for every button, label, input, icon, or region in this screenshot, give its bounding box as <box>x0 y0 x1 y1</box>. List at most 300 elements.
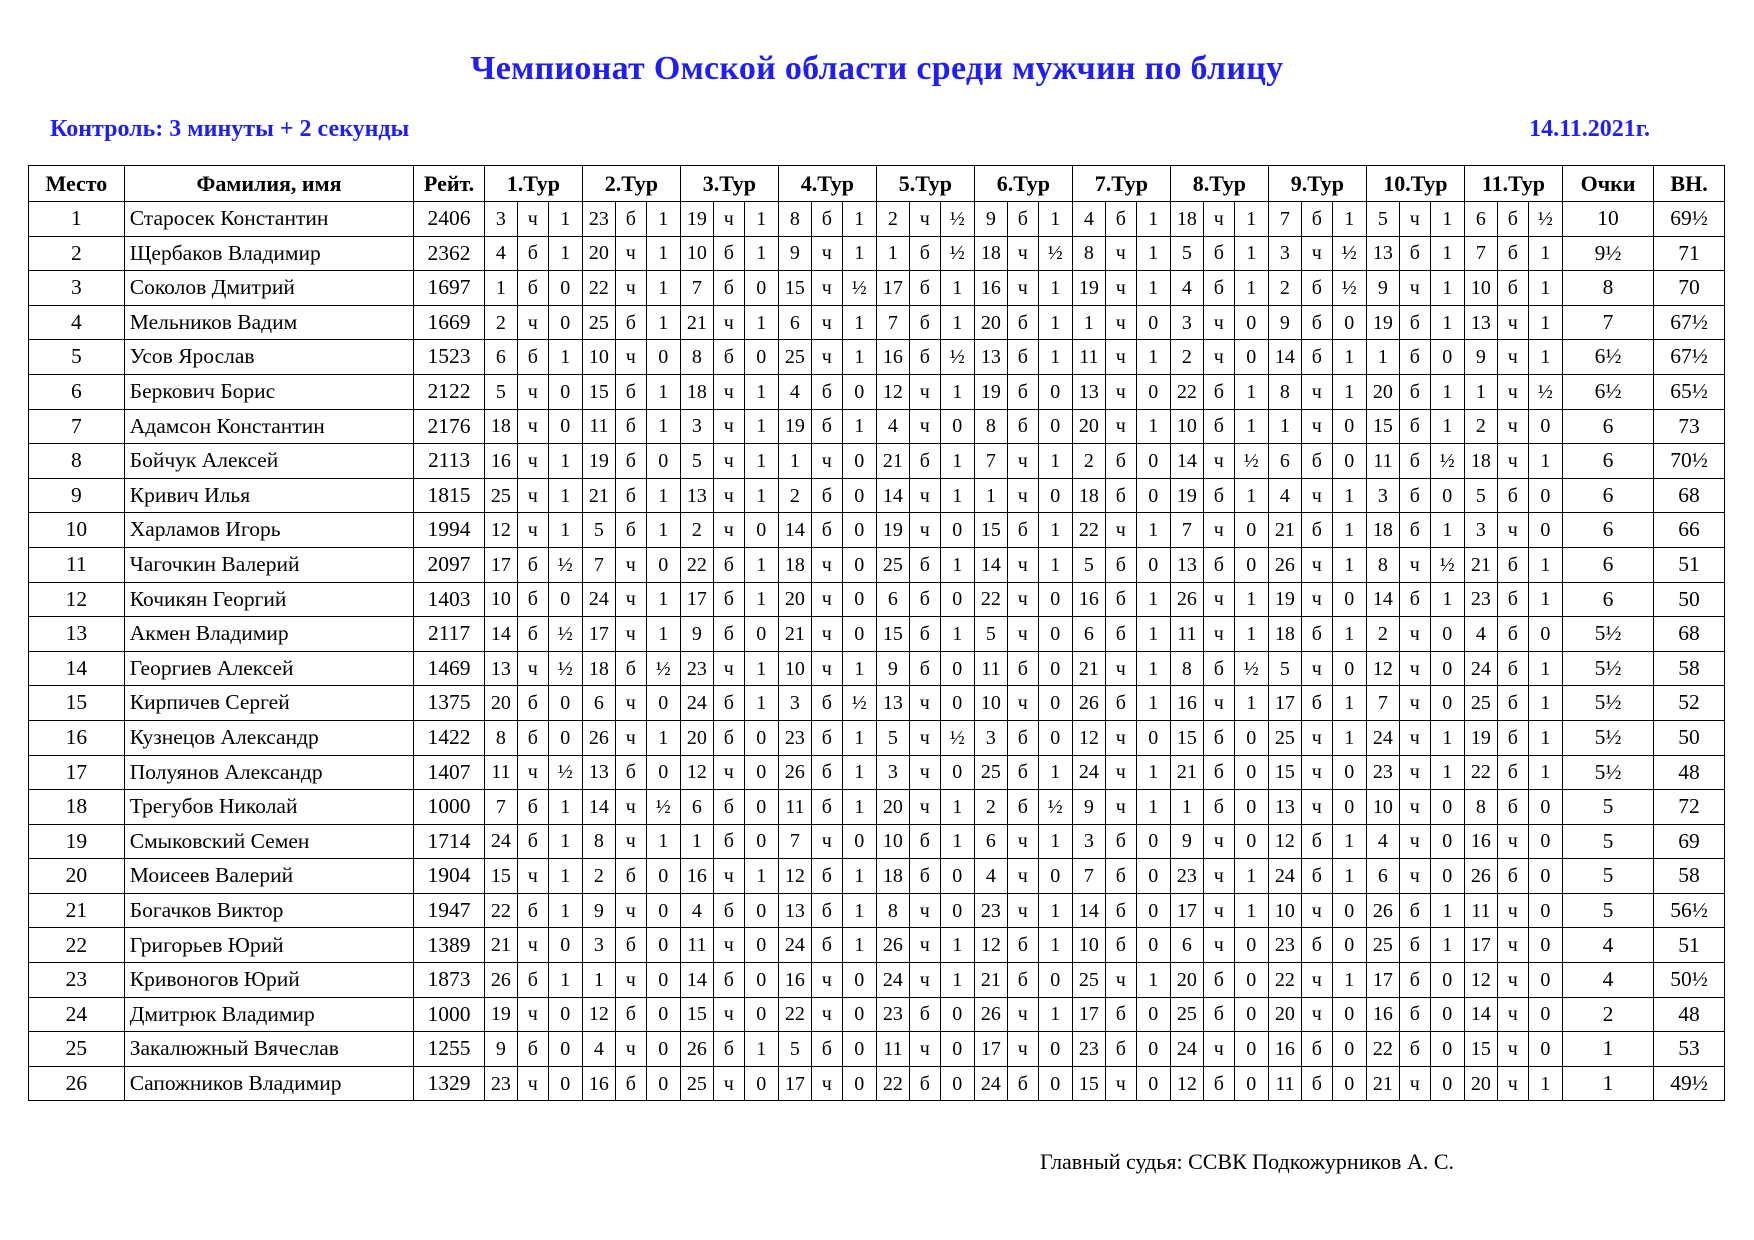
round-2-color-cell: б <box>615 997 646 1032</box>
round-8-color-cell: б <box>1203 1066 1234 1101</box>
round-10-color-cell: б <box>1399 340 1430 375</box>
round-7-color-cell: ч <box>1105 340 1136 375</box>
round-10-color-cell: ч <box>1399 859 1430 894</box>
player-name-cell: Чагочкин Валерий <box>124 547 413 582</box>
round-10-opponent-cell: 12 <box>1366 651 1399 686</box>
round-6-opponent-cell: 1 <box>974 478 1007 513</box>
round-4-result-cell: 0 <box>842 824 876 859</box>
header-round-11: 11.Тур <box>1464 166 1562 202</box>
round-6-result-cell: 0 <box>1038 409 1072 444</box>
round-11-opponent-cell: 25 <box>1464 686 1497 721</box>
round-9-result-cell: 1 <box>1332 340 1366 375</box>
round-1-result-cell: 0 <box>548 305 582 340</box>
round-1-opponent-cell: 19 <box>484 997 517 1032</box>
round-7-result-cell: 1 <box>1136 651 1170 686</box>
round-7-opponent-cell: 21 <box>1072 651 1105 686</box>
round-7-opponent-cell: 7 <box>1072 859 1105 894</box>
round-10-color-cell: ч <box>1399 1066 1430 1101</box>
round-11-opponent-cell: 16 <box>1464 824 1497 859</box>
round-1-opponent-cell: 11 <box>484 755 517 790</box>
round-10-result-cell: 1 <box>1430 305 1464 340</box>
round-1-result-cell: 1 <box>548 963 582 998</box>
round-1-opponent-cell: 7 <box>484 790 517 825</box>
round-7-opponent-cell: 19 <box>1072 271 1105 306</box>
place-cell: 7 <box>29 409 125 444</box>
place-cell: 11 <box>29 547 125 582</box>
round-8-opponent-cell: 18 <box>1170 202 1203 237</box>
round-3-opponent-cell: 24 <box>680 686 713 721</box>
round-1-color-cell: ч <box>517 444 548 479</box>
round-11-opponent-cell: 13 <box>1464 305 1497 340</box>
round-11-opponent-cell: 20 <box>1464 1066 1497 1101</box>
round-9-result-cell: 0 <box>1332 444 1366 479</box>
round-8-color-cell: б <box>1203 478 1234 513</box>
round-6-opponent-cell: 3 <box>974 720 1007 755</box>
round-2-opponent-cell: 14 <box>582 790 615 825</box>
round-10-color-cell: ч <box>1399 755 1430 790</box>
round-7-color-cell: ч <box>1105 720 1136 755</box>
round-4-result-cell: 0 <box>842 1032 876 1067</box>
round-7-opponent-cell: 4 <box>1072 202 1105 237</box>
round-8-color-cell: ч <box>1203 824 1234 859</box>
round-5-color-cell: ч <box>909 513 940 548</box>
round-3-color-cell: ч <box>713 478 744 513</box>
round-2-opponent-cell: 11 <box>582 409 615 444</box>
round-6-result-cell: 1 <box>1038 997 1072 1032</box>
round-6-opponent-cell: 4 <box>974 859 1007 894</box>
round-4-result-cell: 0 <box>842 513 876 548</box>
round-1-color-cell: б <box>517 582 548 617</box>
round-7-result-cell: 1 <box>1136 409 1170 444</box>
round-6-result-cell: 1 <box>1038 305 1072 340</box>
tiebreak-cell: 48 <box>1654 755 1725 790</box>
round-11-opponent-cell: 18 <box>1464 444 1497 479</box>
round-10-color-cell: б <box>1399 513 1430 548</box>
results-table <box>28 165 1725 1101</box>
round-11-color-cell: ч <box>1497 928 1528 963</box>
round-9-opponent-cell: 25 <box>1268 720 1301 755</box>
round-5-color-cell: б <box>909 444 940 479</box>
round-3-color-cell: б <box>713 790 744 825</box>
table-row <box>29 513 1725 548</box>
round-2-opponent-cell: 15 <box>582 374 615 409</box>
place-cell: 2 <box>29 236 125 271</box>
round-9-result-cell: 0 <box>1332 305 1366 340</box>
round-5-result-cell: 1 <box>940 478 974 513</box>
round-9-result-cell: 0 <box>1332 1066 1366 1101</box>
round-1-result-cell: 1 <box>548 478 582 513</box>
place-cell: 5 <box>29 340 125 375</box>
round-1-opponent-cell: 22 <box>484 893 517 928</box>
round-3-color-cell: б <box>713 547 744 582</box>
round-10-opponent-cell: 23 <box>1366 755 1399 790</box>
table-row <box>29 963 1725 998</box>
round-9-opponent-cell: 7 <box>1268 202 1301 237</box>
header-round-1: 1.Тур <box>484 166 582 202</box>
round-10-color-cell: ч <box>1399 720 1430 755</box>
place-cell: 20 <box>29 859 125 894</box>
round-3-color-cell: ч <box>713 859 744 894</box>
round-9-color-cell: ч <box>1301 547 1332 582</box>
round-9-opponent-cell: 20 <box>1268 997 1301 1032</box>
round-3-opponent-cell: 3 <box>680 409 713 444</box>
round-1-result-cell: 0 <box>548 582 582 617</box>
round-9-result-cell: 0 <box>1332 997 1366 1032</box>
round-5-result-cell: 0 <box>940 755 974 790</box>
round-10-result-cell: ½ <box>1430 444 1464 479</box>
header-round-3: 3.Тур <box>680 166 778 202</box>
round-4-color-cell: б <box>811 893 842 928</box>
round-2-result-cell: 1 <box>646 236 680 271</box>
round-7-color-cell: ч <box>1105 1066 1136 1101</box>
round-9-color-cell: б <box>1301 513 1332 548</box>
round-11-result-cell: 1 <box>1528 582 1562 617</box>
round-2-result-cell: 0 <box>646 893 680 928</box>
player-name-cell: Дмитрюк Владимир <box>124 997 413 1032</box>
round-9-opponent-cell: 19 <box>1268 582 1301 617</box>
round-3-result-cell: 1 <box>744 547 778 582</box>
round-10-result-cell: 0 <box>1430 340 1464 375</box>
round-11-opponent-cell: 17 <box>1464 928 1497 963</box>
player-name-cell: Кривоногов Юрий <box>124 963 413 998</box>
round-9-opponent-cell: 4 <box>1268 478 1301 513</box>
round-5-result-cell: 0 <box>940 997 974 1032</box>
round-2-color-cell: ч <box>615 340 646 375</box>
header-tiebreak: ВН. <box>1654 166 1725 202</box>
tiebreak-cell: 68 <box>1654 478 1725 513</box>
round-1-color-cell: ч <box>517 651 548 686</box>
round-5-color-cell: ч <box>909 790 940 825</box>
round-7-opponent-cell: 3 <box>1072 824 1105 859</box>
round-2-result-cell: 0 <box>646 755 680 790</box>
round-11-opponent-cell: 2 <box>1464 409 1497 444</box>
round-11-opponent-cell: 15 <box>1464 1032 1497 1067</box>
place-cell: 17 <box>29 755 125 790</box>
round-7-result-cell: 0 <box>1136 478 1170 513</box>
round-11-opponent-cell: 24 <box>1464 651 1497 686</box>
round-3-opponent-cell: 22 <box>680 547 713 582</box>
round-1-opponent-cell: 26 <box>484 963 517 998</box>
round-2-opponent-cell: 4 <box>582 1032 615 1067</box>
round-10-opponent-cell: 2 <box>1366 617 1399 652</box>
round-4-color-cell: б <box>811 374 842 409</box>
round-5-opponent-cell: 23 <box>876 997 909 1032</box>
rating-cell: 1422 <box>414 720 485 755</box>
round-7-color-cell: ч <box>1105 513 1136 548</box>
tiebreak-cell: 49½ <box>1654 1066 1725 1101</box>
round-6-result-cell: 1 <box>1038 271 1072 306</box>
place-cell: 6 <box>29 374 125 409</box>
round-11-color-cell: б <box>1497 720 1528 755</box>
rating-cell: 1904 <box>414 859 485 894</box>
round-10-color-cell: б <box>1399 409 1430 444</box>
round-4-result-cell: 1 <box>842 340 876 375</box>
round-1-color-cell: ч <box>517 374 548 409</box>
round-1-result-cell: 1 <box>548 790 582 825</box>
round-6-color-cell: б <box>1007 790 1038 825</box>
table-row <box>29 409 1725 444</box>
round-8-color-cell: ч <box>1203 893 1234 928</box>
place-cell: 22 <box>29 928 125 963</box>
round-2-color-cell: б <box>615 202 646 237</box>
round-1-result-cell: 0 <box>548 1066 582 1101</box>
round-8-opponent-cell: 1 <box>1170 790 1203 825</box>
round-2-opponent-cell: 25 <box>582 305 615 340</box>
round-3-result-cell: 0 <box>744 755 778 790</box>
round-4-opponent-cell: 26 <box>778 755 811 790</box>
round-8-opponent-cell: 14 <box>1170 444 1203 479</box>
round-8-result-cell: 1 <box>1234 686 1268 721</box>
round-7-opponent-cell: 1 <box>1072 305 1105 340</box>
round-9-color-cell: ч <box>1301 755 1332 790</box>
round-2-color-cell: б <box>615 374 646 409</box>
round-11-color-cell: ч <box>1497 374 1528 409</box>
round-8-color-cell: ч <box>1203 340 1234 375</box>
round-8-opponent-cell: 22 <box>1170 374 1203 409</box>
round-3-opponent-cell: 9 <box>680 617 713 652</box>
round-2-color-cell: ч <box>615 582 646 617</box>
round-5-result-cell: 0 <box>940 1066 974 1101</box>
round-2-result-cell: 1 <box>646 478 680 513</box>
round-3-color-cell: ч <box>713 202 744 237</box>
round-6-color-cell: б <box>1007 1066 1038 1101</box>
round-1-opponent-cell: 25 <box>484 478 517 513</box>
round-8-result-cell: 0 <box>1234 720 1268 755</box>
round-2-color-cell: ч <box>615 720 646 755</box>
round-11-opponent-cell: 11 <box>1464 893 1497 928</box>
round-11-color-cell: б <box>1497 617 1528 652</box>
round-10-result-cell: 0 <box>1430 478 1464 513</box>
round-8-opponent-cell: 6 <box>1170 928 1203 963</box>
round-3-result-cell: 0 <box>744 997 778 1032</box>
round-8-result-cell: 0 <box>1234 513 1268 548</box>
round-4-color-cell: ч <box>811 651 842 686</box>
round-9-color-cell: б <box>1301 859 1332 894</box>
round-3-color-cell: ч <box>713 409 744 444</box>
player-name-cell: Трегубов Николай <box>124 790 413 825</box>
round-11-result-cell: 1 <box>1528 236 1562 271</box>
round-3-opponent-cell: 2 <box>680 513 713 548</box>
round-1-color-cell: б <box>517 824 548 859</box>
round-3-opponent-cell: 20 <box>680 720 713 755</box>
round-2-result-cell: 1 <box>646 374 680 409</box>
round-5-result-cell: ½ <box>940 720 974 755</box>
round-4-color-cell: б <box>811 720 842 755</box>
rating-cell: 1255 <box>414 1032 485 1067</box>
round-4-result-cell: ½ <box>842 271 876 306</box>
round-8-result-cell: 0 <box>1234 305 1268 340</box>
round-11-result-cell: 0 <box>1528 893 1562 928</box>
round-11-result-cell: 1 <box>1528 651 1562 686</box>
tiebreak-cell: 70½ <box>1654 444 1725 479</box>
round-3-color-cell: б <box>713 617 744 652</box>
round-2-opponent-cell: 2 <box>582 859 615 894</box>
round-4-opponent-cell: 20 <box>778 582 811 617</box>
round-4-result-cell: 1 <box>842 409 876 444</box>
round-5-opponent-cell: 8 <box>876 893 909 928</box>
round-10-result-cell: 0 <box>1430 997 1464 1032</box>
round-11-result-cell: 1 <box>1528 444 1562 479</box>
round-7-result-cell: 1 <box>1136 271 1170 306</box>
round-9-result-cell: 1 <box>1332 617 1366 652</box>
round-1-opponent-cell: 16 <box>484 444 517 479</box>
round-9-result-cell: 0 <box>1332 409 1366 444</box>
round-5-result-cell: 1 <box>940 305 974 340</box>
round-10-color-cell: б <box>1399 893 1430 928</box>
player-name-cell: Бойчук Алексей <box>124 444 413 479</box>
round-10-result-cell: 1 <box>1430 513 1464 548</box>
round-2-opponent-cell: 1 <box>582 963 615 998</box>
round-8-opponent-cell: 23 <box>1170 859 1203 894</box>
round-4-color-cell: ч <box>811 824 842 859</box>
round-10-color-cell: б <box>1399 478 1430 513</box>
round-8-opponent-cell: 26 <box>1170 582 1203 617</box>
round-8-result-cell: 0 <box>1234 755 1268 790</box>
round-7-color-cell: б <box>1105 928 1136 963</box>
round-6-color-cell: ч <box>1007 824 1038 859</box>
round-9-opponent-cell: 5 <box>1268 651 1301 686</box>
round-10-opponent-cell: 8 <box>1366 547 1399 582</box>
round-7-result-cell: 0 <box>1136 444 1170 479</box>
round-7-color-cell: б <box>1105 1032 1136 1067</box>
header-round-9: 9.Тур <box>1268 166 1366 202</box>
points-cell: 6 <box>1562 409 1653 444</box>
round-4-result-cell: 1 <box>842 790 876 825</box>
round-1-color-cell: ч <box>517 997 548 1032</box>
table-row <box>29 1032 1725 1067</box>
round-11-opponent-cell: 10 <box>1464 271 1497 306</box>
round-8-opponent-cell: 17 <box>1170 893 1203 928</box>
round-10-opponent-cell: 22 <box>1366 1032 1399 1067</box>
round-9-color-cell: б <box>1301 444 1332 479</box>
round-3-color-cell: ч <box>713 305 744 340</box>
player-name-cell: Григорьев Юрий <box>124 928 413 963</box>
round-4-color-cell: ч <box>811 1066 842 1101</box>
round-10-color-cell: б <box>1399 1032 1430 1067</box>
round-5-color-cell: ч <box>909 963 940 998</box>
round-2-opponent-cell: 16 <box>582 1066 615 1101</box>
round-10-color-cell: б <box>1399 374 1430 409</box>
place-cell: 26 <box>29 1066 125 1101</box>
player-name-cell: Акмен Владимир <box>124 617 413 652</box>
rating-cell: 1389 <box>414 928 485 963</box>
points-cell: 6½ <box>1562 340 1653 375</box>
round-10-color-cell: б <box>1399 236 1430 271</box>
round-6-result-cell: 0 <box>1038 1066 1072 1101</box>
round-1-result-cell: 0 <box>548 271 582 306</box>
round-9-opponent-cell: 10 <box>1268 893 1301 928</box>
round-6-color-cell: ч <box>1007 893 1038 928</box>
round-8-result-cell: 0 <box>1234 997 1268 1032</box>
table-row <box>29 790 1725 825</box>
round-6-result-cell: 0 <box>1038 963 1072 998</box>
round-4-opponent-cell: 15 <box>778 271 811 306</box>
round-4-opponent-cell: 5 <box>778 1032 811 1067</box>
player-name-cell: Моисеев Валерий <box>124 859 413 894</box>
round-4-result-cell: 1 <box>842 236 876 271</box>
player-name-cell: Полуянов Александр <box>124 755 413 790</box>
round-5-result-cell: 0 <box>940 409 974 444</box>
round-9-result-cell: 1 <box>1332 963 1366 998</box>
round-8-result-cell: ½ <box>1234 651 1268 686</box>
round-3-result-cell: 1 <box>744 582 778 617</box>
round-1-opponent-cell: 21 <box>484 928 517 963</box>
round-8-result-cell: 0 <box>1234 790 1268 825</box>
round-3-result-cell: 0 <box>744 824 778 859</box>
round-4-opponent-cell: 6 <box>778 305 811 340</box>
round-8-color-cell: ч <box>1203 617 1234 652</box>
round-4-result-cell: 0 <box>842 963 876 998</box>
round-3-result-cell: 0 <box>744 513 778 548</box>
round-10-opponent-cell: 16 <box>1366 997 1399 1032</box>
round-5-color-cell: б <box>909 271 940 306</box>
round-8-color-cell: ч <box>1203 928 1234 963</box>
round-7-color-cell: б <box>1105 202 1136 237</box>
round-2-result-cell: 0 <box>646 444 680 479</box>
rating-cell: 1523 <box>414 340 485 375</box>
round-3-result-cell: 0 <box>744 720 778 755</box>
round-5-opponent-cell: 21 <box>876 444 909 479</box>
round-2-color-cell: б <box>615 513 646 548</box>
round-7-color-cell: ч <box>1105 651 1136 686</box>
round-10-result-cell: 1 <box>1430 755 1464 790</box>
round-2-color-cell: ч <box>615 686 646 721</box>
round-2-result-cell: 1 <box>646 409 680 444</box>
player-name-cell: Смыковский Семен <box>124 824 413 859</box>
round-4-result-cell: 0 <box>842 444 876 479</box>
round-10-result-cell: 0 <box>1430 790 1464 825</box>
round-3-color-cell: б <box>713 824 744 859</box>
header-rating: Рейт. <box>414 166 485 202</box>
round-3-result-cell: 0 <box>744 893 778 928</box>
round-2-color-cell: б <box>615 928 646 963</box>
round-7-opponent-cell: 16 <box>1072 582 1105 617</box>
round-6-opponent-cell: 2 <box>974 790 1007 825</box>
round-5-opponent-cell: 7 <box>876 305 909 340</box>
round-7-result-cell: 0 <box>1136 928 1170 963</box>
round-4-color-cell: б <box>811 1032 842 1067</box>
round-2-result-cell: 0 <box>646 963 680 998</box>
round-10-result-cell: 0 <box>1430 686 1464 721</box>
round-6-result-cell: 0 <box>1038 478 1072 513</box>
rating-cell: 1815 <box>414 478 485 513</box>
round-5-color-cell: ч <box>909 928 940 963</box>
points-cell: 5½ <box>1562 686 1653 721</box>
rating-cell: 1329 <box>414 1066 485 1101</box>
round-1-color-cell: б <box>517 893 548 928</box>
rating-cell: 1000 <box>414 790 485 825</box>
round-9-color-cell: б <box>1301 1032 1332 1067</box>
round-10-result-cell: 1 <box>1430 202 1464 237</box>
round-4-color-cell: б <box>811 928 842 963</box>
round-11-color-cell: ч <box>1497 409 1528 444</box>
round-11-result-cell: 0 <box>1528 409 1562 444</box>
round-5-result-cell: 0 <box>940 686 974 721</box>
round-5-result-cell: 0 <box>940 651 974 686</box>
tiebreak-cell: 73 <box>1654 409 1725 444</box>
points-cell: 6 <box>1562 547 1653 582</box>
tiebreak-cell: 52 <box>1654 686 1725 721</box>
header-round-2: 2.Тур <box>582 166 680 202</box>
table-row <box>29 893 1725 928</box>
round-2-opponent-cell: 10 <box>582 340 615 375</box>
round-5-result-cell: 1 <box>940 617 974 652</box>
round-9-opponent-cell: 16 <box>1268 1032 1301 1067</box>
round-3-result-cell: 1 <box>744 478 778 513</box>
round-3-opponent-cell: 26 <box>680 1032 713 1067</box>
points-cell: 1 <box>1562 1066 1653 1101</box>
chief-judge: Главный судья: ССВК Подкожурников А. С. <box>1040 1149 1455 1174</box>
